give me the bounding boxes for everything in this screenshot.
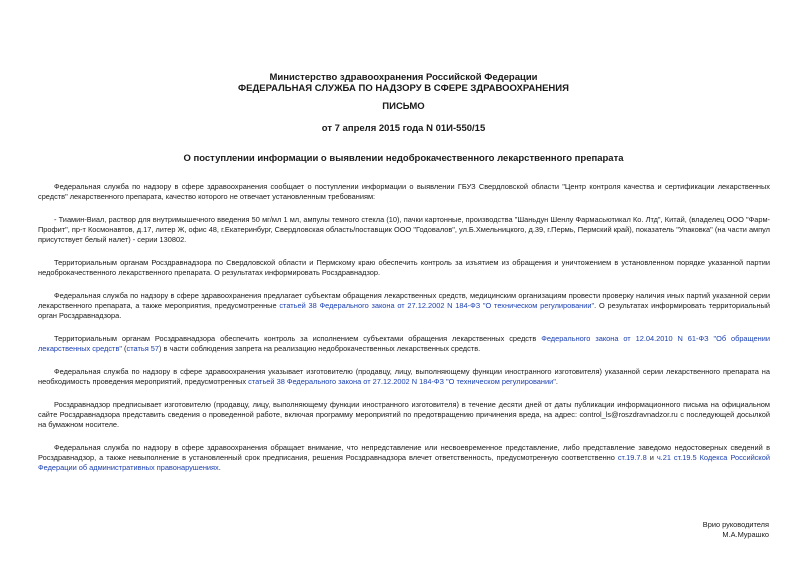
link-art38-184fz[interactable]: статьей 38 Федерального закона от 27.12.2002 N 184-ФЗ "О техническом регулировании": [279, 301, 595, 310]
document-subject: О поступлении информации о выявлении недоброкачественного лекарственного препарата: [183, 153, 624, 164]
link-61fz[interactable]: Федерального закона от 12.04.2010 N 61-ФЗ "Об обращении лекарственных средств": [38, 334, 770, 353]
link-koap-19-7-8[interactable]: ст.19.7.8: [617, 453, 647, 462]
paragraph-5-tail: ) в части соблюдения запрета на реализацию недоброкачественных лекарственных средств.: [158, 344, 481, 353]
paragraph-6: [38, 367, 770, 387]
document-type: ПИСЬМО: [382, 101, 425, 112]
document-body: [38, 182, 770, 486]
paragraph-8-text: Федеральная служба по надзору в сфере здравоохранения обращает внимание, что непредставление или несвоевременное представление, либо представление заведомо недостоверных сведений в Росздравнадзор, а также невыполнение в установленный срок предписания, решения Росздравнадзора влечет ответственность, предусмотренную соответственно: [38, 443, 770, 462]
paragraph-6-tail: .: [555, 377, 558, 386]
link-koap-19-5[interactable]: ч.21 ст.19.5 Кодекса Российской Федерации об административных правонарушениях: [38, 453, 770, 472]
document-date-number: от 7 апреля 2015 года N 01И-550/15: [321, 123, 486, 134]
paragraph-8-and: и: [646, 453, 657, 462]
paragraph-4-text: Федеральная служба по надзору в сфере здравоохранения предлагает субъектам обращения лекарственных средств, медицинским организациям провести проверку наличия иных партий указанной серии лекарственного препарата, а также мероприятия, предусмотренные: [38, 291, 770, 310]
ministry-name: Министерство здравоохранения Российской Федерации: [269, 72, 538, 83]
paragraph-7: Росздравнадзор предписывает изготовителю (продавцу, лицу, выполняющему функции иностранного изготовителя) в течение десяти дней от даты публикации информационного письма на официальном сайте Росздравнадзора представить сведения о проведенной работе, включая программу мероприятий по предотвращению причинения вреда, на адрес: control_ls@roszdravnadzor.ru с последующей досылкой на бумажном носителе.: [38, 400, 770, 429]
paragraph-3-text: Территориальным органам Росздравнадзора по Свердловской области и Пермскому краю обеспечить контроль за изъятием из обращения и уничтожением в установленном порядке указанной партии недоброкачественного лекарственного препарата. О результатах информировать Росздравнадзор.: [38, 258, 770, 277]
paragraph-5: [38, 334, 770, 354]
paragraph-5-paren-open: (: [122, 344, 127, 353]
paragraph-3: [38, 258, 770, 278]
document-header: [0, 72, 807, 94]
signatory-name: М.А.Мурашко: [722, 530, 769, 539]
link-article-57[interactable]: статья 57: [126, 344, 159, 353]
paragraph-8-tail: .: [218, 463, 221, 472]
paragraph-1: Федеральная служба по надзору в сфере здравоохранения сообщает о поступлении информации о выявлении ГБУЗ Свердловской области "Центр контроля качества и сертификации лекарственных средств" лекарственного препарата, качество которого не отвечает установленным требованиям:: [38, 182, 770, 201]
paragraph-4: [38, 291, 770, 321]
paragraph-4-tail: . О результатах информировать территориальный орган Росздравнадзора.: [38, 301, 771, 320]
service-name: ФЕДЕРАЛЬНАЯ СЛУЖБА ПО НАДЗОРУ В СФЕРЕ ЗДРАВООХРАНЕНИЯ: [238, 83, 569, 94]
signature-block: [703, 520, 769, 540]
signatory-position: Врио руководителя: [702, 520, 769, 529]
paragraph-5-text: Территориальным органам Росздравнадзора обеспечить контроль за исполнением субъектами обращения лекарственных средств: [54, 334, 542, 343]
paragraph-8: [38, 443, 770, 473]
link-art38-184fz-2[interactable]: статьей 38 Федерального закона от 27.12.2002 N 184-ФЗ "О техническом регулировании": [248, 377, 556, 386]
paragraph-2: - Тиамин-Виал, раствор для внутримышечного введения 50 мг/мл 1 мл, ампулы темного стекла (10), пачки картонные, производства "Шаньдун Шенлу Фармасьютикал Ко. Лтд", Китай, (владелец ООО "Фарм-Профит", пр-т Космонавтов, д.17, литер Ж, офис 48, г.Екатеринбург, Свердловская область/поставщик ООО "Годовалов", ул.Б.Хмельницкого, д.39, г.Пермь, Пермский край), показатель "Упаковка" (на части ампул присутствует белый налет) - серии 130802.: [38, 215, 770, 244]
paragraph-6-text: Федеральная служба по надзору в сфере здравоохранения указывает изготовителю (продавцу, лицу, выполняющему функции иностранного изготовителя) указанной серии лекарственного препарата на необходимость проведения мероприятий, предусмотренных: [38, 367, 770, 386]
